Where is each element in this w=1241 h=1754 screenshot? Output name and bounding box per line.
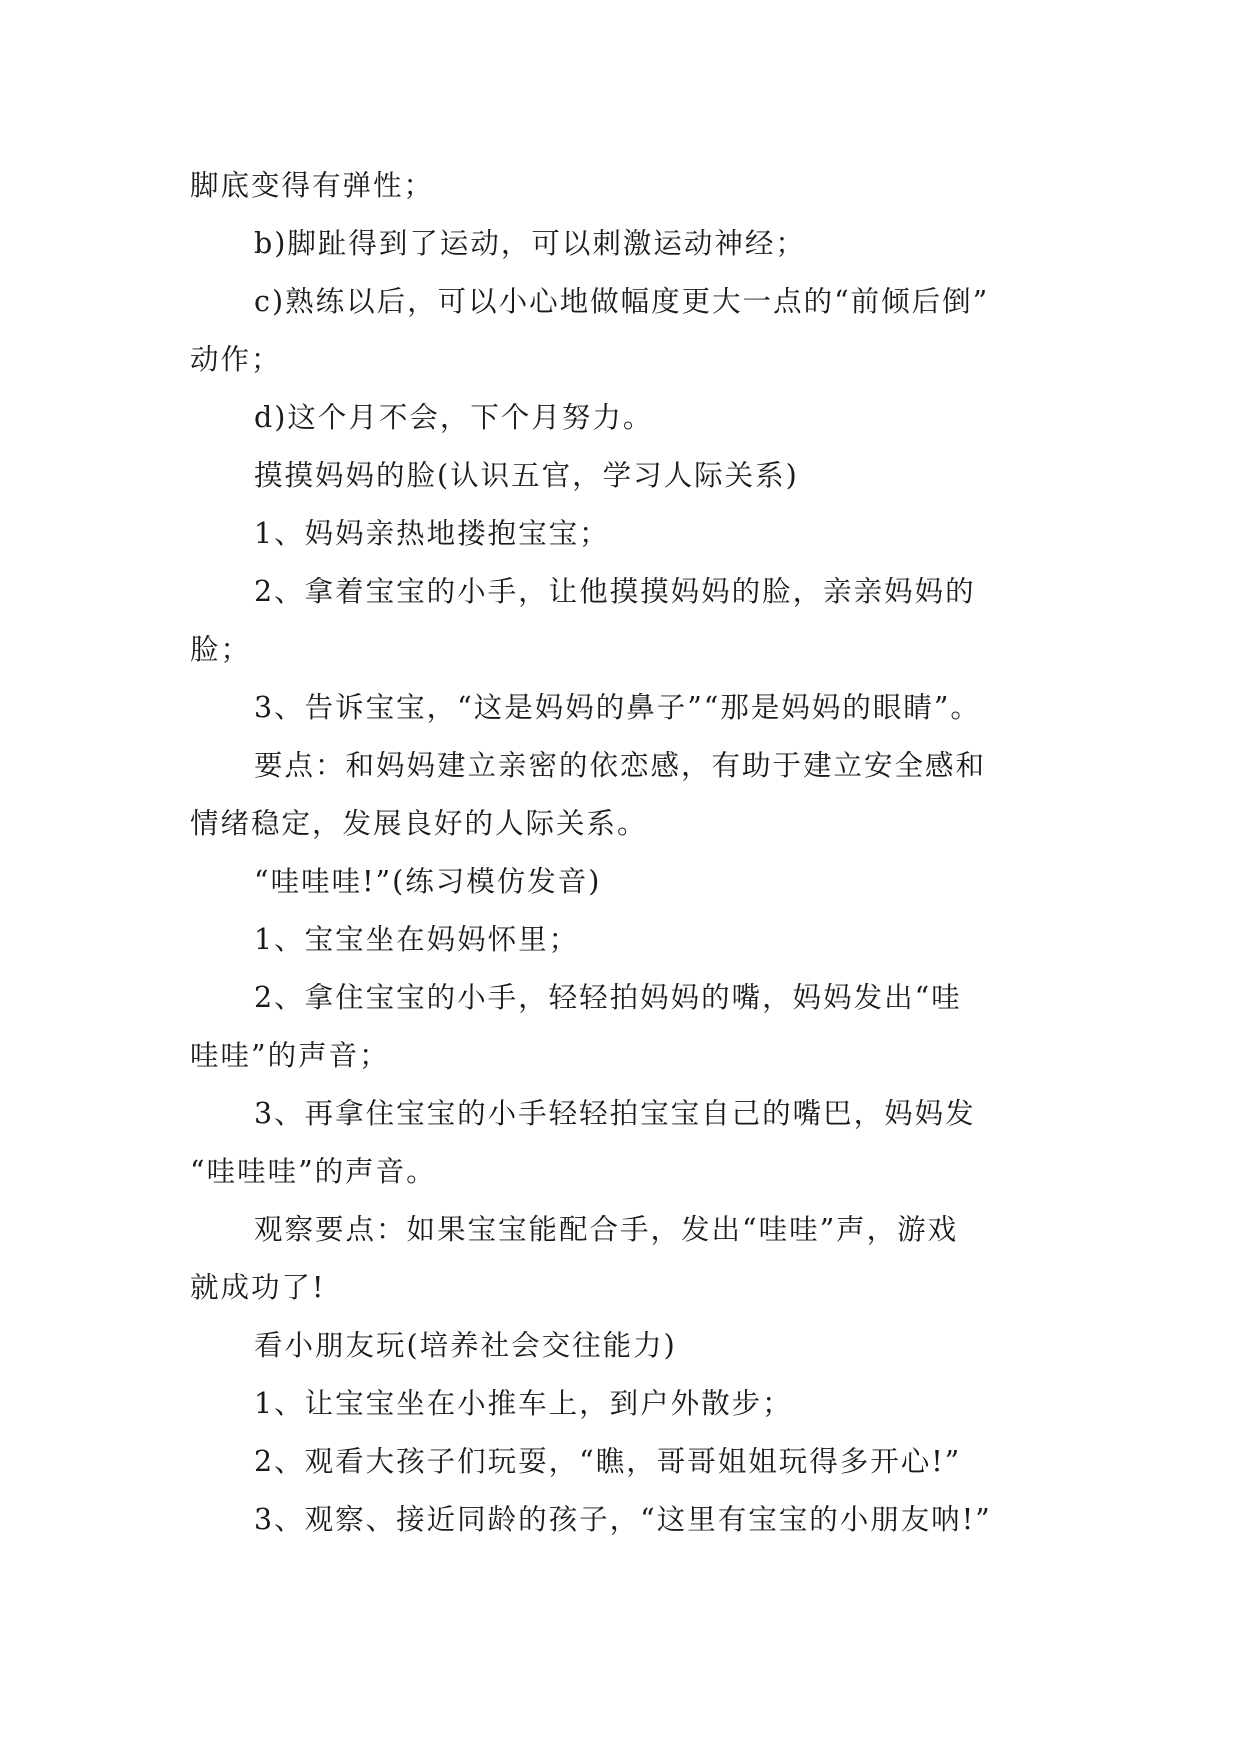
text-line: b)脚趾得到了运动，可以刺激运动神经；	[254, 227, 806, 260]
text-line: 2、拿住宝宝的小手，轻轻拍妈妈的嘴，妈妈发出“哇	[254, 981, 962, 1014]
text-line: 2、观看大孩子们玩耍，“瞧，哥哥姐姐玩得多开心!”	[254, 1445, 962, 1478]
text-line: “哇哇哇”的声音。	[190, 1155, 437, 1188]
text-line: 1、宝宝坐在妈妈怀里；	[254, 923, 580, 956]
text-line: 观察要点：如果宝宝能配合手，发出“哇哇”声，游戏	[254, 1213, 959, 1246]
text-line: 就成功了!	[190, 1271, 326, 1304]
text-line: 3、再拿住宝宝的小手轻轻拍宝宝自己的嘴巴，妈妈发	[254, 1097, 976, 1130]
section-heading: 看小朋友玩(培养社会交往能力)	[254, 1329, 677, 1362]
text-line: 哇哇”的声音；	[190, 1039, 390, 1072]
text-line: 脚底变得有弹性；	[190, 169, 435, 202]
text-line: 1、让宝宝坐在小推车上，到户外散步；	[254, 1387, 793, 1420]
text-line: 情绪稳定，发展良好的人际关系。	[190, 807, 648, 840]
text-line: 1、妈妈亲热地搂抱宝宝；	[254, 517, 610, 550]
section-heading: “哇哇哇!”(练习模仿发音)	[254, 865, 602, 898]
text-line: 2、拿着宝宝的小手，让他摸摸妈妈的脸，亲亲妈妈的	[254, 575, 976, 608]
text-line: 3、观察、接近同龄的孩子，“这里有宝宝的小朋友呐!”	[254, 1503, 992, 1536]
text-line: 3、告诉宝宝，“这是妈妈的鼻子”“那是妈妈的眼睛”。	[254, 691, 981, 724]
text-line: 脸；	[190, 633, 252, 666]
text-line: 要点：和妈妈建立亲密的依恋感，有助于建立安全感和	[254, 749, 987, 782]
text-line: d)这个月不会，下个月努力。	[254, 401, 654, 434]
text-line: 动作；	[190, 343, 282, 376]
text-line: c)熟练以后，可以小心地做幅度更大一点的“前倾后倒”	[254, 285, 990, 318]
section-heading: 摸摸妈妈的脸(认识五官，学习人际关系)	[254, 459, 799, 492]
